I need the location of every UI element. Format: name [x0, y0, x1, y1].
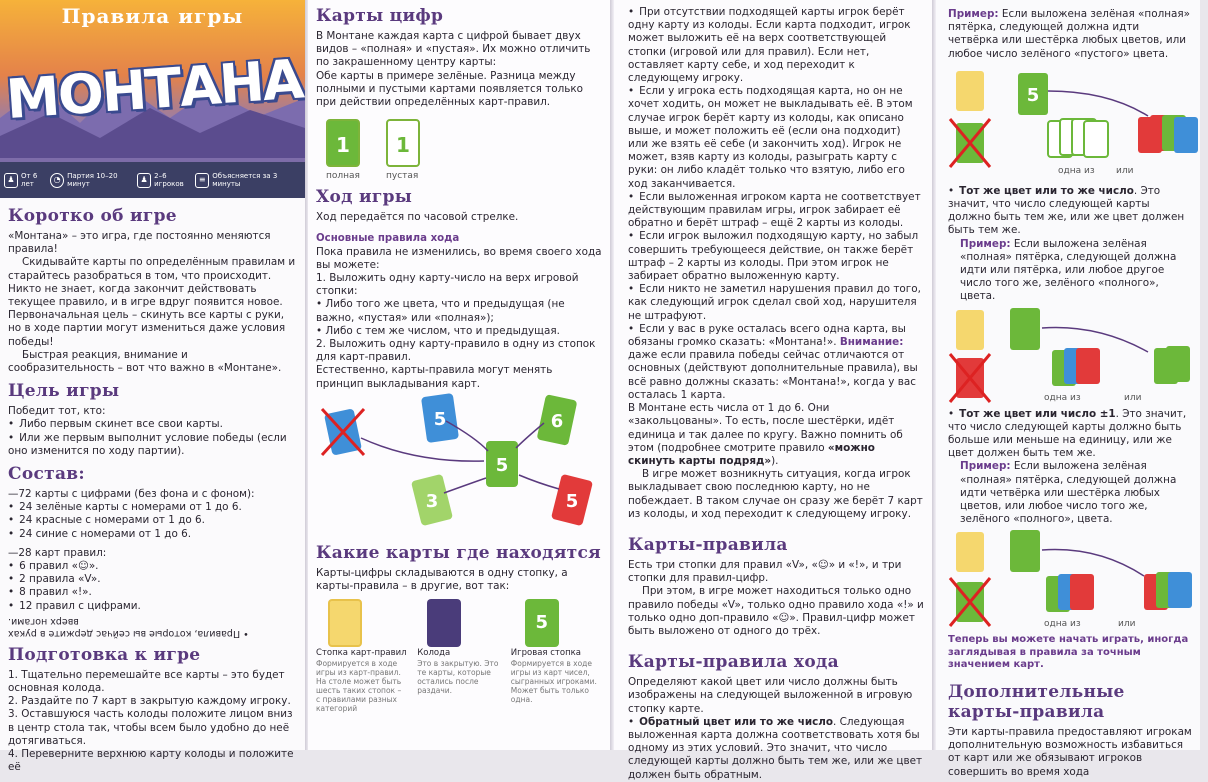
game-card [1010, 530, 1040, 572]
full-card-label: полная [326, 171, 360, 182]
move-item [628, 716, 924, 782]
rule-card [956, 532, 984, 572]
info-rules [195, 172, 301, 188]
rule3-text: . Это значит, что число следующей карты должно быть больше или меньше на единицу, или же цвет должен быть тем же. [948, 407, 1187, 460]
rule-item-montana [628, 323, 924, 402]
age-icon: ♟ [4, 173, 18, 188]
short-p2: Скидывайте карты по определённым правилам и старайтесь разобраться в том, что происходит. [8, 256, 296, 282]
heading-rule-cards: Карты-правила [628, 534, 788, 555]
move-item-text: . Следующая выложенная карта должна соответствовать хотя бы одному из этих условий. Это значит, что число следующей карты должно быть тем же, или же цвет должен быть обратным. [628, 715, 923, 781]
crossed-card [950, 119, 990, 167]
play-example-diagram [316, 393, 606, 533]
crossed-card [950, 578, 990, 626]
short-p4: Быстрая реакция, внимание и сообразительность – вот что важно в «Монтане». [8, 348, 282, 375]
or-one-label: одна из [1044, 392, 1081, 403]
game-pile-image: 5 [525, 599, 559, 647]
basic-rules-title: Основные правила хода [316, 233, 460, 245]
rule-card [956, 310, 984, 350]
montana-text-b: даже если правила победы сейчас отличаются от основных (действуют дополнительные правила), вы всё равно должны сказать: «Монтана!», когда у вас осталась 1 карта. [628, 349, 918, 401]
or-label: или [1116, 165, 1134, 176]
short-p1: «Монтана» – это игра, где постоянно меняются правила! [8, 230, 271, 256]
cover [0, 0, 305, 198]
setup-item: 2. Раздайте по 7 карт в закрытую каждому игроку. [8, 695, 291, 708]
pile-deck [417, 599, 501, 713]
or-one-label: одна из [1058, 165, 1095, 176]
heading-contents: Состав: [8, 464, 85, 485]
montana-text-a: Если у вас в руке осталась всего одна карта, вы обязаны громко сказать: «Монтана!». [628, 322, 906, 349]
contents-line: —72 карты с цифрами (без фона и с фоном): [8, 488, 255, 501]
game-logo: МОНТАНА [4, 47, 305, 132]
move-p: Определяют какой цвет или число должны быть изображены на следующей выложенной в игровую стопку карте. [628, 676, 913, 715]
center-pile [486, 441, 518, 487]
turn-p2: Естественно, карты-правила могут менять принцип выкладывания карт. [316, 364, 553, 390]
card-number: 1 [336, 133, 350, 158]
heading-setup: Подготовка к игре [8, 644, 201, 665]
or-label: или [1118, 619, 1136, 630]
extra-p: Эти карты-правила предоставляют игрокам дополнительную возможность избавиться от карт или же обязывают игроков совершить во время хода [948, 725, 1192, 778]
rule3-bold: Тот же цвет или число ±1 [959, 407, 1116, 420]
goal-item: • Или же первым выполнит условие победы (если оно изменится по ходу партии). [8, 432, 297, 458]
card-examples [326, 119, 602, 181]
block-paragraph: В игре может возникнуть ситуация, когда игрок выкладывает свою последнюю карту, но не побеждает. В таком случае он сразу же берёт 7 карт из колоды, и ход переходит к следующему игроку. [628, 468, 923, 520]
info-time [50, 172, 137, 188]
rules-p1: Есть три стопки для правил «V», «☺» и «!», и три стопки для правил-цифр. [628, 558, 902, 585]
info-players [137, 172, 195, 188]
heading-where: Какие карты где находятся [316, 542, 602, 563]
short-p3: Никто не знает, когда закончит действовать текущее правило, и в игре вдруг появится новое. Первоначальная цель – скинуть все карты с руки, но в ходе партии могут измениться даже условия победы! [8, 282, 286, 348]
rule3-item [948, 408, 1192, 461]
pile-label: Игровая стопка [510, 648, 581, 659]
example1-diagram [948, 61, 1208, 181]
upside-down-line: • Правила, которые вы сейчас держите в руках [8, 627, 249, 639]
rule-item: • При отсутствии подходящей карты игрок берёт одну карту из колоды. Если карта подходит, игрок может выложить её на верх соответствующей стопки (игровой или для правил). Если нет, оставляет карту себе, и ход переходит к следующему игроку. [628, 6, 924, 85]
contents-item: • 24 зелёные карты с номерами от 1 до 6. [8, 501, 297, 514]
red-card [551, 474, 593, 526]
card-number: 3 [425, 490, 439, 512]
rule-item: • Если игрок выложил подходящую карту, но забыл совершить требующееся действие, он также берёт штраф – 2 карты из колоды. При этом игрок не забирает обратно выложенную карту. [628, 230, 924, 283]
info-time-label: Партия 10–20 минут [67, 172, 118, 188]
piles-row [316, 599, 602, 713]
rule-card [956, 71, 984, 111]
contents-item: • 6 правил «☺». [8, 560, 297, 573]
contents-item: • 24 синие с номерами от 1 до 6. [8, 528, 297, 541]
column-examples [936, 0, 1200, 778]
cycle-paragraph [628, 402, 924, 468]
example-text: Если выложена зелёная «полная» пятёрка, следующей должна идти или пятёрка, или любое другое число того же, зелёного «полного», цвета. [960, 237, 1177, 303]
pile-desc: Это в закрытую. Это те карты, которые остались после раздачи. [417, 659, 499, 696]
heading-move-rules: Карты-правила хода [628, 652, 839, 673]
where-p: Карты-цифры складываются в одну стопку, а карты-правила – в другие, вот так: [316, 566, 568, 593]
setup-item: 1. Тщательно перемешайте все карты – это будет основная колода. [8, 668, 285, 695]
rule2-text: . Это значит, что число следующей карты должно быть тем же, или же цвет должен быть тем же. [948, 184, 1185, 237]
move-item-bold: Обратный цвет или то же число [639, 715, 834, 728]
column-intro [0, 0, 305, 774]
example-label: Пример: [948, 8, 999, 20]
heading-extra-rules: Дополнительные карты-правила [948, 681, 1125, 722]
rules-subtitle: Правила игры [61, 4, 244, 28]
pile-desc: Формируется в ходе игры из карт чисел, сыгранных игроками. Может быть только одна. [510, 659, 597, 705]
example1 [948, 8, 1192, 61]
or-one-label: одна из [1044, 619, 1081, 630]
setup-item: 4. Переверните верхнюю карту колоды и положите её [8, 748, 294, 774]
fan-cards [1048, 115, 1198, 157]
heading-goal: Цель игры [8, 381, 120, 402]
example-label: Пример: [960, 460, 1011, 473]
example2 [948, 238, 1192, 304]
card-number: 5 [1026, 84, 1040, 106]
example3-diagram [948, 526, 1208, 630]
info-age-label: От 6 лет [21, 172, 38, 188]
contents-line: —28 карт правил: [8, 546, 107, 559]
arrow [1042, 550, 1144, 576]
or-label: или [1124, 392, 1142, 403]
card-number: 5 [433, 408, 447, 430]
rules-pile-image [328, 599, 362, 647]
setup-item: 3. Оставшуюся часть колоды положите лицом вниз в центр стола так, чтобы всем было удобно до неё дотягиваться. [8, 708, 293, 747]
pile-label: Колода [417, 648, 451, 659]
deck-image [427, 599, 461, 647]
cycle-text-a: В Монтане есть числа от 1 до 6. Они «закольцованы». То есть, после шестёрки, идёт единица и так далее по кругу. Важно помнить об этом (подробнее смотрите правило [628, 402, 903, 454]
players-icon: ♟ [137, 173, 151, 188]
column-rules [614, 0, 932, 781]
full-card-example [326, 119, 360, 181]
rule-item: • Если у игрока есть подходящая карта, но он не хочет ходить, он может не выкладывать её. В этом случае игрок берёт карту из колоды, как описано выше, и может положить её (если она подходит) или же взять её себе (и закончить ход). Игрок не может, взяв карту из колоды, разыграть карту с руки: он либо кладёт только что взятую, либо его ход заканчивается. [628, 85, 924, 191]
empty-card [386, 119, 420, 167]
cycle-bold: «можно скинуть карты подряд» [628, 441, 875, 467]
empty-card-label: пустая [386, 171, 419, 182]
closing-note: Теперь вы можете начать играть, иногда заглядывая в правила за точным значением карт. [948, 634, 1189, 671]
pile-label: Стопка карт-правил [316, 648, 407, 659]
card-number: 1 [396, 133, 410, 158]
contents-item: • 24 красные с номерами от 1 до 6. [8, 514, 297, 527]
rule2-bold: Тот же цвет или то же число [959, 184, 1134, 197]
heading-turn: Ход игры [316, 187, 413, 208]
heading-digit-cards: Карты цифр [316, 6, 444, 26]
example-label: Пример: [960, 237, 1011, 250]
green-card-six [537, 394, 578, 446]
digits-p1: В Монтане каждая карта с цифрой бывает двух видов – «полная» и «пустая». Их можно отличить по закрашенному центру карты: [316, 30, 591, 69]
arrow [1048, 91, 1148, 116]
clock-icon: ◔ [50, 173, 64, 188]
rule-item: • Если никто не заметил нарушения правил до того, как следующий игрок сделал свой ход, нарушителя не штрафуют. [628, 283, 924, 323]
contents-item: • 12 правил с цифрами. [8, 600, 297, 613]
pile-desc: Формируется в ходе игры из карт-правил. На столе может быть шесть таких стопок – с правилами разных категорий [316, 659, 402, 714]
column-digits [308, 0, 610, 750]
turn-p1: Ход передаётся по часовой стрелке. [316, 211, 519, 224]
blue-card [421, 393, 459, 443]
info-rules-label: Объясняется за 3 минуты [212, 172, 278, 188]
goal-intro: Победит тот, кто: [8, 405, 106, 418]
game-card [1010, 308, 1040, 350]
cycle-text-b: ). [771, 454, 779, 467]
upside-down-line: вверх ногами. [8, 615, 79, 627]
rule-item: • Если выложенная игроком карта не соответствует действующим правилам игры, игрок забирает её обратно и берёт штраф – ещё 2 карты из колоды. [628, 191, 924, 231]
card-number: 5 [565, 490, 579, 512]
rule2-item [948, 185, 1192, 238]
full-card [326, 119, 360, 167]
basic-item: 2. Выложить одну карту-правило в одну из стопок для карт-правил. [316, 338, 596, 364]
info-age [4, 172, 50, 188]
basic-intro: Пока правила не изменились, во время своего хода вы можете: [316, 245, 602, 271]
heading-short: Коротко об игре [8, 206, 177, 226]
example-text: Если выложена зелёная «полная» пятёрка, следующей должна идти четвёрка или шестёрка любых цветов, или любое число зелёного «пустого» цвета. [948, 8, 1190, 60]
rules-icon: ≡ [195, 173, 209, 188]
green-card-three [411, 474, 453, 526]
upside-down-note [8, 615, 297, 639]
contents-item: • 8 правил «!». [8, 586, 297, 599]
basic-item: • Либо с тем же числом, что и предыдущая. [316, 324, 560, 337]
contents-item: • 2 правила «V». [8, 573, 297, 586]
digits-p2: Обе карты в примере зелёные. Разница между полными и пустыми картами появляется только при действии определённых карт-правил. [316, 69, 584, 109]
example-text: Если выложена зелёная «полная» пятёрка, следующей должна идти четвёрка или шестёрка любых цветов, или любое число того же, зелёного «полного», цвета. [960, 460, 1177, 526]
example2-diagram [948, 304, 1208, 404]
goal-item: • Либо первым скинет все свои карты. [8, 418, 297, 431]
info-players-label: 2–6 игроков [154, 172, 184, 188]
pile-game [511, 599, 602, 713]
attention-label: Внимание: [839, 336, 904, 349]
card-number: 5 [495, 454, 509, 476]
arrows [361, 421, 559, 493]
basic-item: • Либо того же цвета, что и предыдущая (не важно, «пустая» или «полная»); [316, 298, 565, 324]
info-bar [0, 162, 305, 198]
card-number: 6 [550, 410, 564, 432]
rules-p2: При этом, в игре может находиться только одно правило победы «V», только одно правило хода «!» и только одно доп-правило «☺». Правил-цифр может быть выложено от одного до трёх. [628, 585, 924, 637]
example3 [948, 460, 1192, 526]
crossed-card [950, 354, 990, 402]
basic-item: 1. Выложить одну карту-число на верх игровой стопки: [316, 272, 579, 298]
pile-rules [316, 599, 407, 713]
crossed-card [322, 408, 364, 455]
empty-card-example [386, 119, 420, 181]
